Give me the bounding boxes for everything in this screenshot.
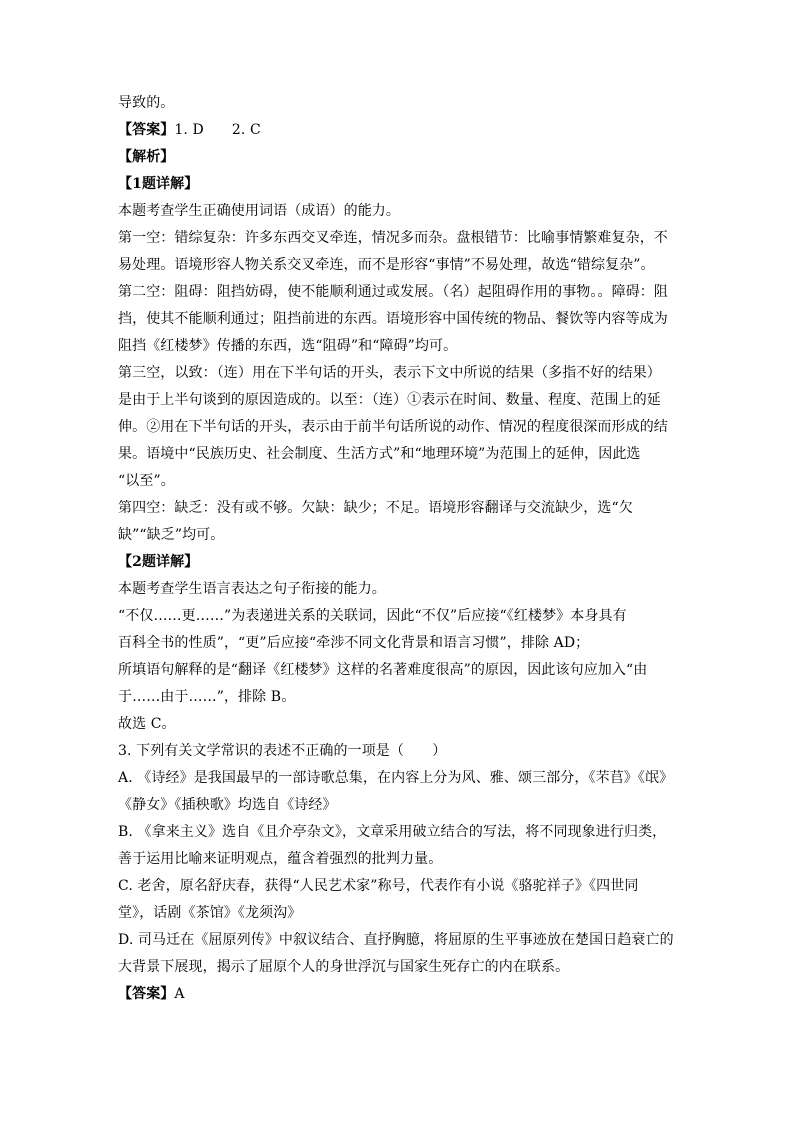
option-d-continued: 大背景下展现，揭示了屈原个人的身世浮沉与国家生死存亡的内在联系。 bbox=[118, 959, 570, 975]
option-a: A. 《诗经》是我国最早的一部诗歌总集，在内容上分为风、雅、颂三部分，《芣苢》《氓》 bbox=[118, 770, 674, 786]
answer-value-2: 2. C bbox=[231, 122, 261, 138]
section-heading: 【1题详解】 bbox=[118, 176, 199, 192]
answer-label: 【答案】 bbox=[118, 122, 175, 138]
text-line: 导致的。 bbox=[118, 95, 175, 111]
section-heading: 【2题详解】 bbox=[118, 554, 199, 570]
text-line: 是由于上半句谈到的原因造成的。以至：（连）①表示在时间、数量、程度、范围上的延 bbox=[118, 392, 661, 408]
answer-line bbox=[118, 117, 678, 144]
text-line: 故选 C。 bbox=[118, 716, 176, 732]
text-line: 于……由于……”，排除 B。 bbox=[118, 689, 296, 705]
option-c: C. 老舍，原名舒庆春，获得“人民艺术家”称号，代表作有小说《骆驼祥子》《四世同 bbox=[118, 878, 639, 894]
document-page bbox=[118, 90, 678, 1008]
answer-value: A bbox=[174, 986, 185, 1002]
answer-label: 【答案】 bbox=[118, 986, 175, 1002]
text-line: 挡，使其不能顺利通过；阻挡前进的东西。语境形容中国传统的物品、餐饮等内容等成为 bbox=[118, 311, 668, 327]
text-line: 百科全书的性质”，“更”后应接“牵涉不同文化背景和语言习惯”，排除 AD； bbox=[118, 635, 590, 651]
text-line: 本题考查学生正确使用词语（成语）的能力。 bbox=[118, 203, 400, 219]
text-line: 阻挡《红楼梦》传播的东西，选“阻碍”和“障碍”均可。 bbox=[118, 338, 458, 354]
option-d: D. 司马迁在《屈原列传》中叙议结合、直抒胸臆，将屈原的生平事迹放在楚国日趋衰亡的 bbox=[118, 932, 674, 948]
answer-value-1: 1. D bbox=[174, 122, 204, 138]
section-heading: 【解析】 bbox=[118, 149, 175, 165]
answer-line bbox=[118, 981, 678, 1008]
text-line: “不仅……更……”为表递进关系的关联词，因此“不仅”后应接“《红楼梦》本身具有 bbox=[118, 608, 627, 624]
text-line: 伸。②用在下半句话的开头，表示由于前半句话所说的动作、情况的程度很深而形成的结 bbox=[118, 419, 668, 435]
text-line: 缺”“缺乏”均可。 bbox=[118, 527, 225, 543]
text-line: 果。语境中“民族历史、社会制度、生活方式”和“地理环境”为范围上的延伸，因此选 bbox=[118, 446, 641, 462]
text-line: 第三空，以致：（连）用在下半句话的开头，表示下文中所说的结果（多指不好的结果） bbox=[118, 365, 661, 381]
text-line: “以至”。 bbox=[118, 473, 175, 489]
text-line: 易处理。语境形容人物关系交叉牵连，而不是形容“事情”不易处理，故选“错综复杂”。 bbox=[118, 257, 655, 273]
text-line: 所填语句解释的是“翻译《红楼梦》这样的名著难度很高”的原因，因此该句应加入“由 bbox=[118, 662, 648, 678]
text-line: 第四空：缺乏：没有或不够。欠缺：缺少；不足。语境形容翻译与交流缺少，选“欠 bbox=[118, 500, 633, 516]
option-b-continued: 善于运用比喻来证明观点，蕴含着强烈的批判力量。 bbox=[118, 851, 443, 867]
option-b: B. 《拿来主义》选自《且介亭杂文》，文章采用破立结合的写法，将不同现象进行归类， bbox=[118, 824, 667, 840]
text-line: 第一空：错综复杂：许多东西交叉牵连，情况多而杂。盘根错节：比喻事情繁难复杂，不 bbox=[118, 230, 668, 246]
option-c-continued: 堂》，话剧《茶馆》《龙须沟》 bbox=[118, 905, 302, 921]
option-a-continued: 《静女》《插秧歌》均选自《诗经》 bbox=[118, 797, 337, 813]
question-stem: 3. 下列有关文学常识的表述不正确的一项是（ ） bbox=[118, 743, 447, 759]
text-line: 本题考查学生语言表达之句子衔接的能力。 bbox=[118, 581, 386, 597]
text-line: 第二空：阻碍：阻挡妨碍，使不能顺利通过或发展。（名）起阻碍作用的事物。。障碍：阻 bbox=[118, 284, 668, 300]
